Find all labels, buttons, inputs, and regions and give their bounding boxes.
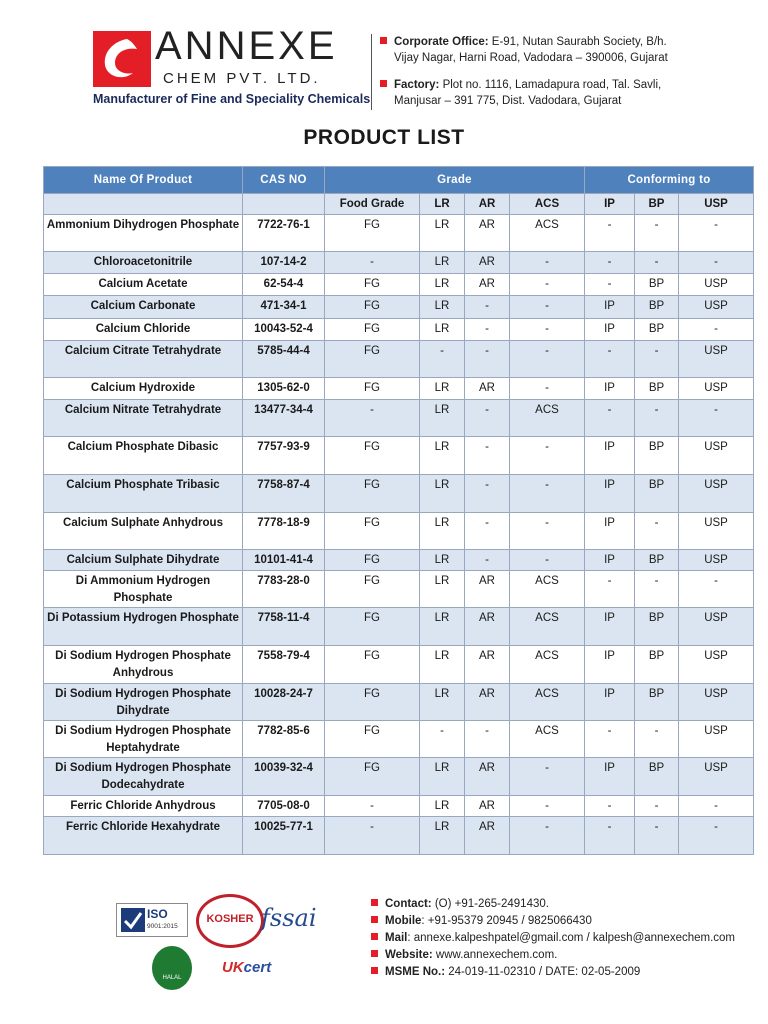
table-row bbox=[44, 319, 754, 341]
cell-fg: - bbox=[325, 252, 420, 274]
table-row bbox=[44, 437, 754, 475]
col-header-name: Name Of Product bbox=[44, 167, 243, 194]
cell-fg: FG bbox=[325, 378, 420, 400]
cell-cas: 10028-24-7 bbox=[243, 684, 325, 721]
cell-name: Di Ammonium Hydrogen Phosphate bbox=[44, 571, 243, 608]
cell-bp: - bbox=[635, 721, 679, 758]
table-row bbox=[44, 550, 754, 571]
cell-bp: BP bbox=[635, 378, 679, 400]
cell-lr: - bbox=[420, 721, 465, 758]
cell-ip: - bbox=[585, 274, 635, 296]
halal-seal bbox=[152, 946, 192, 990]
cell-name: Calcium Phosphate Dibasic bbox=[44, 437, 243, 475]
contact-block bbox=[371, 896, 735, 981]
corporate-label: Corporate Office: bbox=[394, 36, 489, 48]
cell-ar: - bbox=[465, 319, 510, 341]
table-row bbox=[44, 796, 754, 817]
cell-acs: - bbox=[510, 796, 585, 817]
contact-label: Contact: bbox=[385, 898, 432, 910]
cell-acs: ACS bbox=[510, 646, 585, 684]
table-row bbox=[44, 274, 754, 296]
cell-ip: IP bbox=[585, 475, 635, 513]
product-table bbox=[43, 166, 754, 855]
cell-cas: 7778-18-9 bbox=[243, 513, 325, 550]
cell-usp: USP bbox=[679, 341, 754, 378]
cell-ip: - bbox=[585, 571, 635, 608]
cell-acs: - bbox=[510, 341, 585, 378]
subheader-bp: BP bbox=[635, 194, 679, 215]
ukcert-text bbox=[222, 959, 271, 976]
cell-ip: IP bbox=[585, 608, 635, 646]
msme-value: 24-019-11-02310 / DATE: 02-05-2009 bbox=[445, 966, 641, 978]
subheader-ar: AR bbox=[465, 194, 510, 215]
cell-cas: 471-34-1 bbox=[243, 296, 325, 319]
cell-lr: LR bbox=[420, 437, 465, 475]
cell-usp: USP bbox=[679, 296, 754, 319]
cell-usp: USP bbox=[679, 758, 754, 796]
cell-name: Calcium Sulphate Anhydrous bbox=[44, 513, 243, 550]
cell-acs: - bbox=[510, 437, 585, 475]
cell-fg: FG bbox=[325, 274, 420, 296]
cell-name: Chloroacetonitrile bbox=[44, 252, 243, 274]
website-link[interactable]: www.annexechem.com. bbox=[432, 949, 558, 961]
company-logo bbox=[93, 24, 371, 114]
cell-ip: - bbox=[585, 817, 635, 855]
cell-cas: 7758-11-4 bbox=[243, 608, 325, 646]
table-row bbox=[44, 721, 754, 758]
cell-ar: AR bbox=[465, 646, 510, 684]
corporate-line1: E-91, Nutan Saurabh Society, B/h. bbox=[491, 36, 667, 48]
cell-acs: - bbox=[510, 550, 585, 571]
table-row bbox=[44, 758, 754, 796]
table-row bbox=[44, 571, 754, 608]
table-row bbox=[44, 646, 754, 684]
cell-lr: - bbox=[420, 341, 465, 378]
cell-acs: ACS bbox=[510, 215, 585, 252]
table-header-row bbox=[44, 167, 754, 194]
cell-acs: - bbox=[510, 475, 585, 513]
cell-lr: LR bbox=[420, 684, 465, 721]
cell-cas: 10101-41-4 bbox=[243, 550, 325, 571]
iso-check-icon bbox=[121, 908, 145, 932]
cell-name: Ferric Chloride Hexahydrate bbox=[44, 817, 243, 855]
cell-ar: AR bbox=[465, 684, 510, 721]
page-title: PRODUCT LIST bbox=[303, 126, 465, 149]
table-row bbox=[44, 684, 754, 721]
cell-usp: - bbox=[679, 571, 754, 608]
cell-cas: 1305-62-0 bbox=[243, 378, 325, 400]
cell-bp: - bbox=[635, 796, 679, 817]
cell-name: Di Sodium Hydrogen Phosphate Heptahydrate bbox=[44, 721, 243, 758]
cell-lr: LR bbox=[420, 319, 465, 341]
table-row bbox=[44, 252, 754, 274]
cell-fg: FG bbox=[325, 437, 420, 475]
cell-ar: AR bbox=[465, 817, 510, 855]
cell-usp: USP bbox=[679, 378, 754, 400]
cell-lr: LR bbox=[420, 513, 465, 550]
bullet-square-icon bbox=[371, 916, 378, 923]
factory-address bbox=[380, 77, 710, 109]
subheader-blank bbox=[44, 194, 243, 215]
cell-ip: - bbox=[585, 252, 635, 274]
cell-ip: - bbox=[585, 400, 635, 437]
cell-fg: FG bbox=[325, 608, 420, 646]
mail-addresses: : annexe.kalpeshpatel@gmail.com / kalpesh@annexechem.com bbox=[407, 932, 736, 944]
cell-acs: ACS bbox=[510, 400, 585, 437]
table-row bbox=[44, 378, 754, 400]
cell-ip: IP bbox=[585, 296, 635, 319]
table-row bbox=[44, 341, 754, 378]
cell-name: Di Sodium Hydrogen Phosphate Dodecahydrate bbox=[44, 758, 243, 796]
cell-bp: - bbox=[635, 513, 679, 550]
cell-acs: ACS bbox=[510, 571, 585, 608]
cell-ip: IP bbox=[585, 684, 635, 721]
cell-lr: LR bbox=[420, 252, 465, 274]
cell-lr: LR bbox=[420, 400, 465, 437]
cell-bp: BP bbox=[635, 550, 679, 571]
header-divider bbox=[371, 34, 372, 110]
cell-ip: IP bbox=[585, 437, 635, 475]
cell-acs: - bbox=[510, 274, 585, 296]
cell-bp: BP bbox=[635, 608, 679, 646]
cell-fg: FG bbox=[325, 475, 420, 513]
col-header-grade: Grade bbox=[325, 167, 585, 194]
cell-name: Calcium Phosphate Tribasic bbox=[44, 475, 243, 513]
mail-label: Mail bbox=[385, 932, 408, 944]
cell-ip: IP bbox=[585, 513, 635, 550]
cell-cas: 10039-32-4 bbox=[243, 758, 325, 796]
cell-bp: BP bbox=[635, 758, 679, 796]
cell-usp: - bbox=[679, 817, 754, 855]
cell-acs: ACS bbox=[510, 684, 585, 721]
cell-bp: BP bbox=[635, 296, 679, 319]
cell-cas: 107-14-2 bbox=[243, 252, 325, 274]
cell-ar: - bbox=[465, 437, 510, 475]
cell-ip: - bbox=[585, 341, 635, 378]
cell-name: Di Potassium Hydrogen Phosphate bbox=[44, 608, 243, 646]
kosher-text: KOSHER bbox=[206, 913, 254, 925]
certification-logos bbox=[108, 890, 318, 1000]
bullet-square-icon bbox=[371, 899, 378, 906]
cell-acs: ACS bbox=[510, 608, 585, 646]
cell-usp: USP bbox=[679, 550, 754, 571]
cell-acs: - bbox=[510, 296, 585, 319]
cell-fg: FG bbox=[325, 215, 420, 252]
cell-ar: - bbox=[465, 721, 510, 758]
cell-ar: AR bbox=[465, 796, 510, 817]
cell-bp: - bbox=[635, 400, 679, 437]
cell-ip: IP bbox=[585, 319, 635, 341]
cell-fg: FG bbox=[325, 319, 420, 341]
product-table-body bbox=[44, 215, 754, 855]
cell-bp: BP bbox=[635, 319, 679, 341]
mobile-label: Mobile bbox=[385, 915, 422, 927]
cell-ar: - bbox=[465, 341, 510, 378]
cell-cas: 7705-08-0 bbox=[243, 796, 325, 817]
cell-acs: - bbox=[510, 378, 585, 400]
cell-bp: BP bbox=[635, 475, 679, 513]
bullet-square-icon bbox=[380, 37, 387, 44]
iso-subtext: 9001:2015 bbox=[147, 923, 178, 930]
cell-name: Calcium Carbonate bbox=[44, 296, 243, 319]
cell-fg: FG bbox=[325, 684, 420, 721]
table-row bbox=[44, 400, 754, 437]
cell-lr: LR bbox=[420, 475, 465, 513]
table-row bbox=[44, 513, 754, 550]
cell-cas: 7783-28-0 bbox=[243, 571, 325, 608]
ukcert-cert: cert bbox=[243, 959, 272, 976]
factory-label: Factory: bbox=[394, 79, 440, 91]
cell-lr: LR bbox=[420, 296, 465, 319]
cell-fg: FG bbox=[325, 646, 420, 684]
cell-cas: 7558-79-4 bbox=[243, 646, 325, 684]
cell-usp: USP bbox=[679, 646, 754, 684]
subheader-usp: USP bbox=[679, 194, 754, 215]
cell-ip: - bbox=[585, 215, 635, 252]
cell-ip: IP bbox=[585, 378, 635, 400]
cell-acs: - bbox=[510, 252, 585, 274]
cell-usp: USP bbox=[679, 513, 754, 550]
cell-fg: FG bbox=[325, 341, 420, 378]
table-row bbox=[44, 608, 754, 646]
cell-usp: USP bbox=[679, 608, 754, 646]
logo-subtitle: CHEM PVT. LTD. bbox=[163, 70, 321, 87]
cell-lr: LR bbox=[420, 758, 465, 796]
cell-fg: - bbox=[325, 400, 420, 437]
cell-ip: IP bbox=[585, 646, 635, 684]
table-row bbox=[44, 475, 754, 513]
cell-bp: - bbox=[635, 215, 679, 252]
cell-name: Calcium Hydroxide bbox=[44, 378, 243, 400]
cell-name: Ammonium Dihydrogen Phosphate bbox=[44, 215, 243, 252]
logo-drop-icon bbox=[93, 31, 151, 87]
col-header-cas: CAS NO bbox=[243, 167, 325, 194]
cell-name: Ferric Chloride Anhydrous bbox=[44, 796, 243, 817]
cell-acs: - bbox=[510, 513, 585, 550]
cell-name: Di Sodium Hydrogen Phosphate Anhydrous bbox=[44, 646, 243, 684]
cell-usp: USP bbox=[679, 475, 754, 513]
cell-usp: USP bbox=[679, 274, 754, 296]
cell-ar: - bbox=[465, 400, 510, 437]
corporate-line2: Vijay Nagar, Harni Road, Vadodara – 390006, Gujarat bbox=[394, 52, 668, 64]
corporate-office-address bbox=[380, 34, 710, 66]
table-row bbox=[44, 817, 754, 855]
cell-ar: AR bbox=[465, 378, 510, 400]
cell-ip: - bbox=[585, 796, 635, 817]
cell-acs: - bbox=[510, 319, 585, 341]
subheader-ip: IP bbox=[585, 194, 635, 215]
cell-bp: BP bbox=[635, 437, 679, 475]
cell-bp: - bbox=[635, 252, 679, 274]
cell-lr: LR bbox=[420, 571, 465, 608]
cell-acs: ACS bbox=[510, 721, 585, 758]
cell-lr: LR bbox=[420, 796, 465, 817]
cell-lr: LR bbox=[420, 608, 465, 646]
cell-usp: - bbox=[679, 252, 754, 274]
cell-cas: 10043-52-4 bbox=[243, 319, 325, 341]
logo-name: ANNEXE bbox=[155, 24, 338, 68]
website-label: Website: bbox=[385, 949, 433, 961]
cell-usp: - bbox=[679, 215, 754, 252]
bullet-square-icon bbox=[371, 933, 378, 940]
cell-ar: AR bbox=[465, 252, 510, 274]
cell-cas: 7757-93-9 bbox=[243, 437, 325, 475]
factory-line1: Plot no. 1116, Lamadapura road, Tal. Savli, bbox=[442, 79, 662, 91]
cell-fg: FG bbox=[325, 550, 420, 571]
cell-ar: AR bbox=[465, 571, 510, 608]
msme-label: MSME No.: bbox=[385, 966, 446, 978]
cell-bp: BP bbox=[635, 684, 679, 721]
cell-cas: 62-54-4 bbox=[243, 274, 325, 296]
subheader-blank bbox=[243, 194, 325, 215]
cell-ar: - bbox=[465, 550, 510, 571]
cell-usp: USP bbox=[679, 437, 754, 475]
cell-lr: LR bbox=[420, 274, 465, 296]
halal-text: HALAL bbox=[162, 975, 182, 981]
cell-fg: FG bbox=[325, 758, 420, 796]
cell-usp: - bbox=[679, 400, 754, 437]
cell-bp: BP bbox=[635, 646, 679, 684]
cell-fg: FG bbox=[325, 296, 420, 319]
mobile-numbers: : +91-95379 20945 / 9825066430 bbox=[421, 915, 592, 927]
cell-name: Calcium Chloride bbox=[44, 319, 243, 341]
ukcert-logo bbox=[218, 953, 290, 983]
table-row bbox=[44, 296, 754, 319]
col-header-conforming: Conforming to bbox=[585, 167, 754, 194]
bullet-square-icon bbox=[371, 967, 378, 974]
cell-bp: BP bbox=[635, 274, 679, 296]
bullet-square-icon bbox=[371, 950, 378, 957]
cell-cas: 13477-34-4 bbox=[243, 400, 325, 437]
iso-text: ISO bbox=[147, 907, 168, 921]
iso-logo bbox=[116, 903, 188, 937]
cell-fg: FG bbox=[325, 571, 420, 608]
cell-fg: - bbox=[325, 796, 420, 817]
cell-cas: 10025-77-1 bbox=[243, 817, 325, 855]
cell-usp: - bbox=[679, 319, 754, 341]
cell-name: Di Sodium Hydrogen Phosphate Dihydrate bbox=[44, 684, 243, 721]
cell-lr: LR bbox=[420, 817, 465, 855]
ukcert-uk: UK bbox=[222, 959, 244, 976]
table-subheader-row bbox=[44, 194, 754, 215]
cell-fg: FG bbox=[325, 513, 420, 550]
cell-ip: IP bbox=[585, 758, 635, 796]
cell-name: Calcium Acetate bbox=[44, 274, 243, 296]
cell-ar: - bbox=[465, 513, 510, 550]
subheader-acs: ACS bbox=[510, 194, 585, 215]
subheader-fg: Food Grade bbox=[325, 194, 420, 215]
cell-cas: 7782-85-6 bbox=[243, 721, 325, 758]
kosher-seal bbox=[196, 894, 264, 948]
contact-phone: (O) +91-265-2491430. bbox=[431, 898, 549, 910]
cell-lr: LR bbox=[420, 378, 465, 400]
cell-ar: AR bbox=[465, 758, 510, 796]
table-row bbox=[44, 215, 754, 252]
cell-fg: - bbox=[325, 817, 420, 855]
cell-acs: - bbox=[510, 758, 585, 796]
cell-bp: - bbox=[635, 817, 679, 855]
cell-bp: - bbox=[635, 341, 679, 378]
cell-usp: USP bbox=[679, 684, 754, 721]
cell-ip: IP bbox=[585, 550, 635, 571]
factory-line2: Manjusar – 391 775, Dist. Vadodara, Gujarat bbox=[394, 95, 622, 107]
cell-lr: LR bbox=[420, 646, 465, 684]
cell-ip: - bbox=[585, 721, 635, 758]
cell-name: Calcium Nitrate Tetrahydrate bbox=[44, 400, 243, 437]
cell-ar: AR bbox=[465, 215, 510, 252]
cell-name: Calcium Citrate Tetrahydrate bbox=[44, 341, 243, 378]
fssai-logo: fssai bbox=[261, 904, 317, 932]
subheader-lr: LR bbox=[420, 194, 465, 215]
cell-acs: - bbox=[510, 817, 585, 855]
cell-usp: USP bbox=[679, 721, 754, 758]
cell-cas: 5785-44-4 bbox=[243, 341, 325, 378]
cell-name: Calcium Sulphate Dihydrate bbox=[44, 550, 243, 571]
cell-usp: - bbox=[679, 796, 754, 817]
bullet-square-icon bbox=[380, 80, 387, 87]
cell-cas: 7758-87-4 bbox=[243, 475, 325, 513]
cell-fg: FG bbox=[325, 721, 420, 758]
cell-ar: - bbox=[465, 296, 510, 319]
company-tagline: Manufacturer of Fine and Speciality Chemicals bbox=[93, 92, 371, 106]
cell-lr: LR bbox=[420, 215, 465, 252]
cell-bp: - bbox=[635, 571, 679, 608]
cell-lr: LR bbox=[420, 550, 465, 571]
cell-ar: AR bbox=[465, 274, 510, 296]
cell-ar: - bbox=[465, 475, 510, 513]
cell-cas: 7722-76-1 bbox=[243, 215, 325, 252]
cell-ar: AR bbox=[465, 608, 510, 646]
